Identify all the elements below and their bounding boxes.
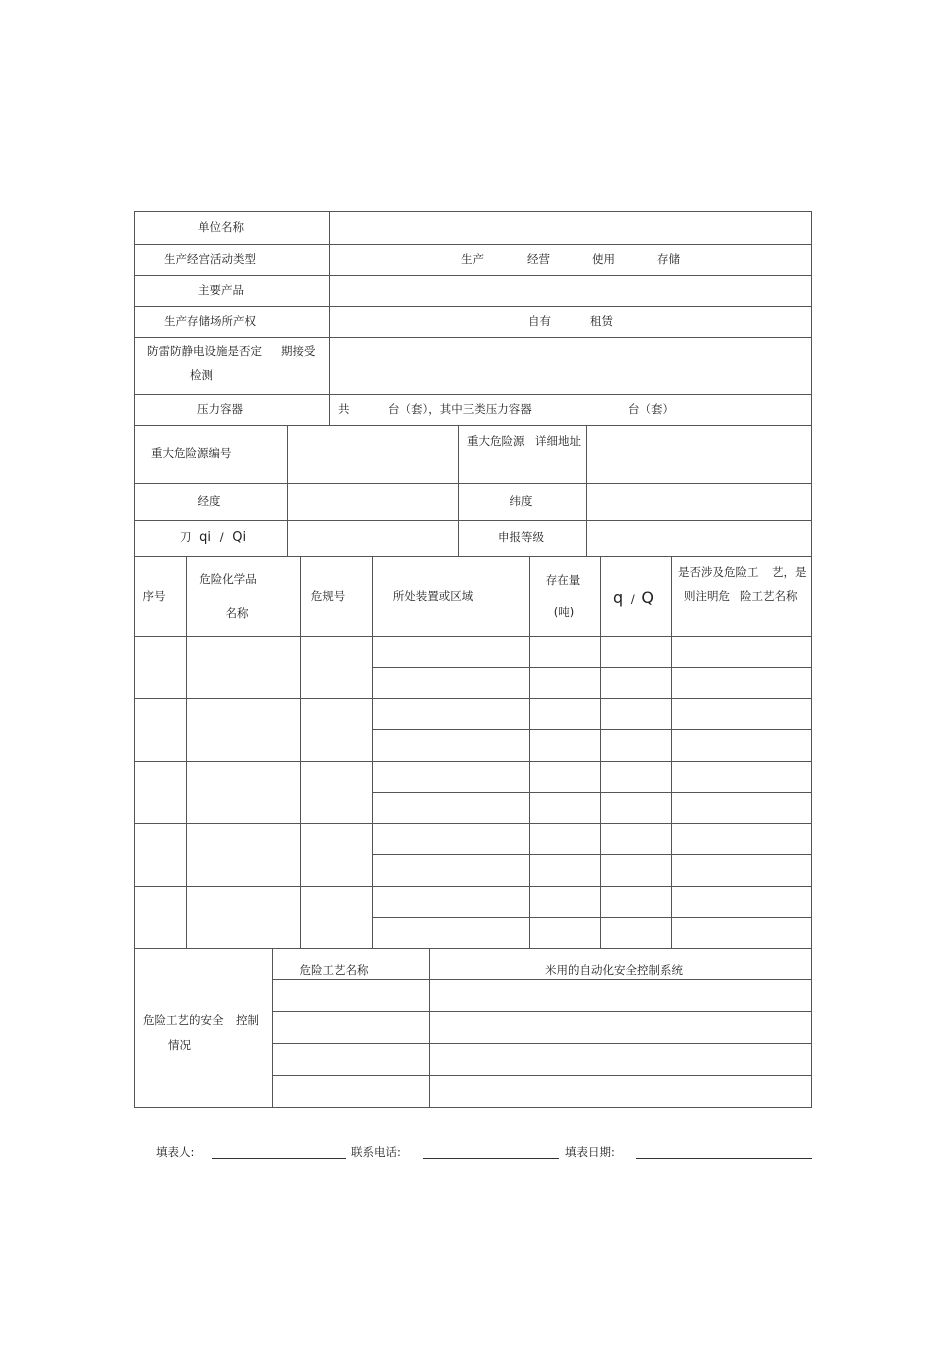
lightning-label-line1b: 期接受 [281, 344, 316, 358]
row-line [372, 667, 812, 668]
process-col-name: 危险工艺名称 [299, 963, 369, 977]
property-option-lease[interactable]: 租赁 [590, 314, 613, 328]
process-section-label-line1a: 危险工艺的安全 [143, 1013, 224, 1027]
col-header-process-line2a: 则注明危 [684, 589, 730, 603]
row-line [134, 520, 812, 521]
lightning-label-line2: 检测 [190, 368, 213, 382]
ratio-q: qi [199, 530, 212, 545]
activity-option-storage[interactable]: 存储 [657, 252, 680, 266]
col-line [300, 556, 301, 948]
row-line [372, 854, 812, 855]
col-header-process-line2b: 险工艺名称 [740, 589, 798, 603]
row-line [134, 823, 812, 824]
col-header-process-line1a: 是否涉及危险工 [678, 565, 759, 579]
row-line [134, 306, 812, 307]
hazard-address-label-a: 重大危险源 [467, 434, 525, 448]
col-line [586, 425, 587, 556]
ratio-slash: / [219, 530, 224, 544]
row-line [134, 556, 812, 557]
col-line [329, 211, 330, 425]
pressure-text-total: 共 [338, 402, 350, 416]
col-line [429, 948, 430, 1108]
hazard-number-label: 重大危险源编号 [151, 446, 232, 460]
main-product-label: 主要产品 [198, 283, 244, 297]
col-header-name-line2: 名称 [225, 606, 249, 620]
lightning-label-line1: 防雷防静电设施是否定 [147, 344, 262, 358]
row-line [134, 425, 812, 426]
activity-type-label: 生产经宫活动类型 [164, 252, 256, 266]
col-header-ratio [613, 590, 654, 607]
activity-option-business[interactable]: 经营 [527, 252, 550, 266]
longitude-label: 经度 [197, 494, 221, 508]
col-header-process-line1b: 艺，是 [772, 565, 807, 579]
col-header-area: 所处装置或区域 [392, 589, 474, 603]
process-col-system: 米用的自动化安全控制系统 [545, 963, 683, 977]
pressure-text-end: 台（套） [628, 402, 674, 416]
phone-field[interactable] [423, 1158, 559, 1159]
row-line [372, 917, 812, 918]
row-line [372, 729, 812, 730]
pressure-label: 压力容器 [197, 402, 243, 416]
process-section-label-line2: 情况 [168, 1038, 191, 1052]
ratio-prefix: 刀 [180, 530, 192, 544]
col-line [671, 556, 672, 948]
activity-option-use[interactable]: 使用 [592, 252, 615, 266]
col-header-name-line1: 危险化学品 [199, 572, 257, 586]
col-line [458, 425, 459, 556]
col-header-amount-line2: (吨) [553, 605, 575, 619]
ratio-Q: Qi [232, 530, 247, 545]
row-line [372, 792, 812, 793]
col-line [272, 948, 273, 1108]
hazard-address-label-b: 详细地址 [535, 434, 581, 448]
col-line [529, 556, 530, 948]
filler-field[interactable] [212, 1158, 346, 1159]
col-line [186, 556, 187, 948]
row-line [134, 394, 812, 395]
row-line [272, 1011, 812, 1012]
col-line [600, 556, 601, 948]
col-header-ratio-q: q [613, 588, 624, 607]
date-label: 填表日期: [565, 1145, 615, 1159]
col-line [372, 556, 373, 948]
row-line [134, 244, 812, 245]
row-line [272, 979, 812, 980]
row-line [134, 275, 812, 276]
col-header-ratio-slash: / [630, 592, 635, 606]
pressure-text-middle: 台（套），其中三类压力容器 [388, 402, 532, 416]
filler-label: 填表人: [156, 1145, 195, 1159]
row-line [134, 886, 812, 887]
row-line [272, 1075, 812, 1076]
property-label: 生产存储场所产权 [164, 314, 256, 328]
col-header-seq: 序号 [142, 589, 166, 603]
row-line [134, 337, 812, 338]
process-section-label-line1b: 控制 [236, 1013, 259, 1027]
col-line [287, 425, 288, 556]
property-option-own[interactable]: 自有 [528, 314, 551, 328]
col-header-ratio-Q: Q [641, 588, 654, 607]
row-line [134, 698, 812, 699]
latitude-label: 纬度 [509, 494, 533, 508]
phone-label: 联系电话: [351, 1145, 401, 1159]
date-field[interactable] [636, 1158, 812, 1159]
col-header-amount-line1: 存在量 [545, 573, 581, 587]
col-header-code: 危规号 [310, 589, 346, 603]
row-line [134, 761, 812, 762]
row-line [134, 483, 812, 484]
unit-name-label: 单位名称 [198, 220, 244, 234]
row-line [134, 948, 812, 949]
row-line [134, 636, 812, 637]
row-line [272, 1043, 812, 1044]
activity-option-production[interactable]: 生产 [461, 252, 484, 266]
ratio-label [180, 530, 246, 545]
declared-level-label: 申报等级 [498, 530, 544, 544]
